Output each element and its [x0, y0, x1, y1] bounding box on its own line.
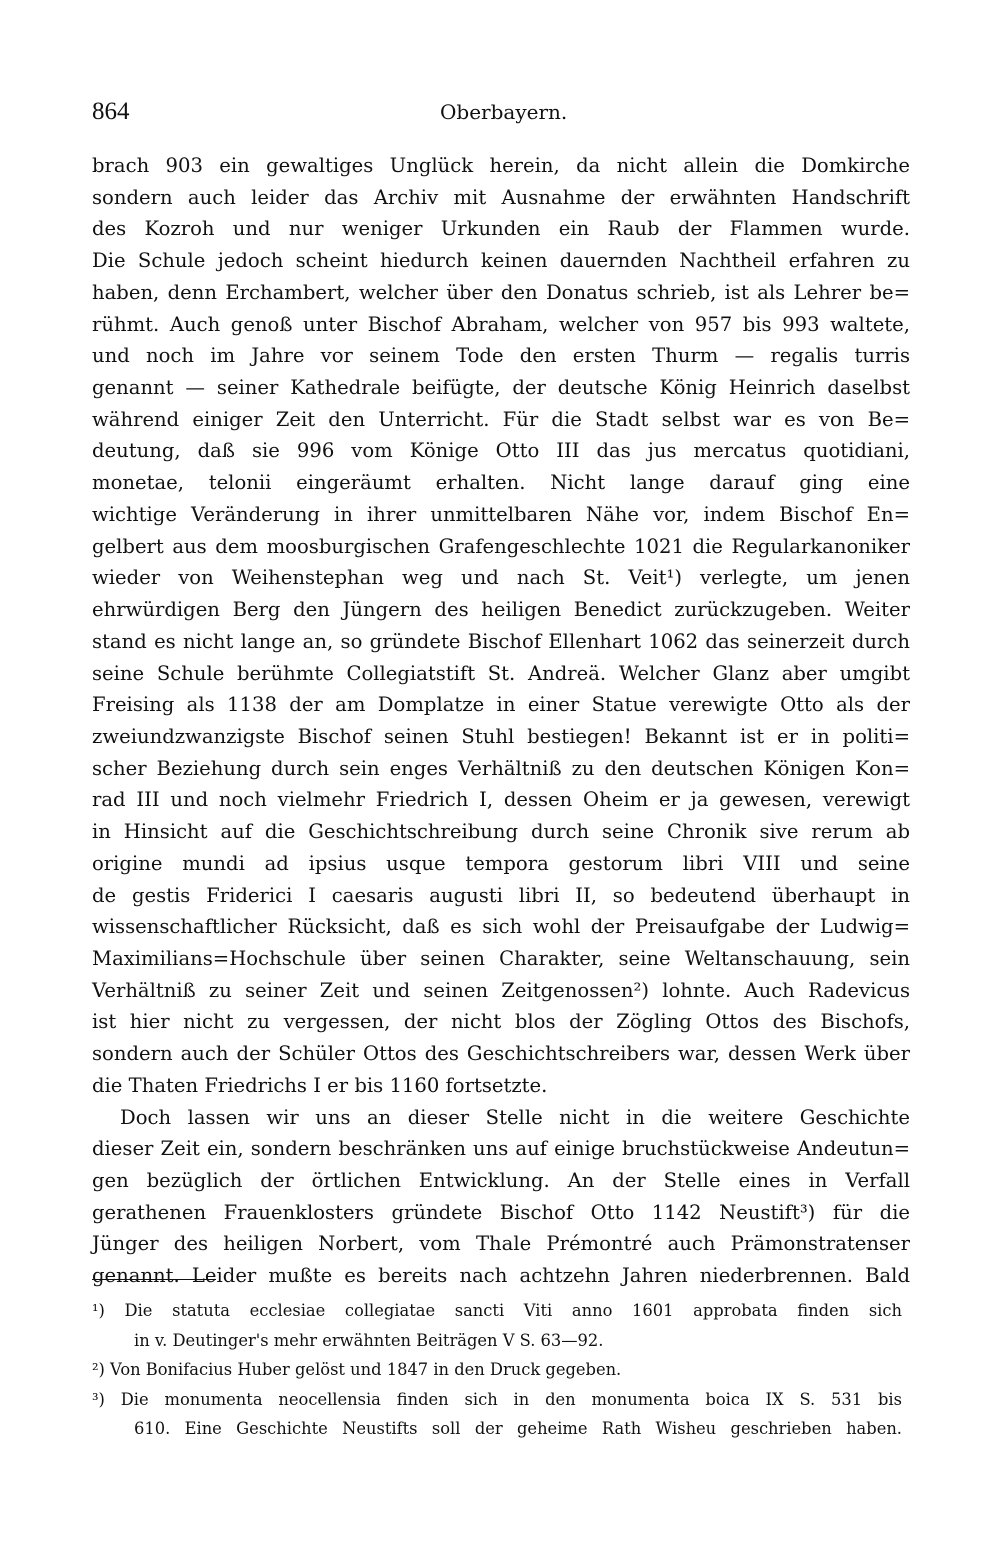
text-line: ehrwürdigen Berg den Jüngern des heiligen Benedict zurückzugeben. Weiter — [92, 598, 910, 622]
text-line: des Kozroh und nur weniger Urkunden ein Raub der Flammen wurde. — [92, 217, 910, 241]
footnote-line: 610. Eine Geschichte Neustifts soll der geheime Rath Wisheu geschrieben haben. — [134, 1419, 902, 1438]
text-line: Die Schule jedoch scheint hiedurch keinen dauernden Nachtheil erfahren zu — [92, 249, 910, 273]
text-line: Maximilians=Hochschule über seinen Charakter, seine Weltanschauung, sein — [92, 946, 910, 970]
text-line: rad III und noch vielmehr Friedrich I, dessen Oheim er ja gewesen, verewigt — [92, 788, 910, 812]
text-line: brach 903 ein gewaltiges Unglück herein, da nicht allein die Domkirche — [92, 154, 910, 177]
text-line: während einiger Zeit den Unterricht. Für die Stadt selbst war es von Be= — [92, 407, 910, 431]
text-line: dieser Zeit ein, sondern beschränken uns auf einige bruchstückweise Andeutun= — [92, 1137, 910, 1161]
text-line: Verhältniß zu seiner Zeit und seinen Zeitgenossen²) lohnte. Auch Radevicus — [92, 978, 910, 1002]
text-line: wieder von Weihenstephan weg und nach St. Veit¹) verlegte, um jenen — [92, 566, 910, 590]
text-line: monetae, telonii eingeräumt erhalten. Nicht lange darauf ging eine — [92, 471, 910, 495]
footnote-line: in v. Deutinger's mehr erwähnten Beiträgen V S. 63—92. — [134, 1330, 604, 1350]
text-line: gelbert aus dem moosburgischen Grafengeschlechte 1021 die Regularkanoniker — [92, 534, 910, 558]
text-line: die Thaten Friedrichs I er bis 1160 fortsetzte. — [92, 1073, 548, 1097]
body-text — [92, 150, 910, 1292]
text-line: Freising als 1138 der am Domplatze in einer Statue verewigte Otto als der — [92, 693, 910, 717]
text-line: gen bezüglich der örtlichen Entwicklung. An der Stelle eines in Verfall — [92, 1169, 910, 1192]
text-line: gerathenen Frauenklosters gründete Bischof Otto 1142 Neustift³) für die — [92, 1200, 910, 1224]
footnotes — [92, 1296, 902, 1444]
footnote-line: ¹) Die statuta ecclesiae collegiatae sancti Viti anno 1601 approbata finden sich — [92, 1301, 902, 1320]
text-line: Doch lassen wir uns an dieser Stelle nicht in die weitere Geschichte — [120, 1105, 910, 1129]
text-line: wichtige Veränderung in ihrer unmittelbaren Nähe vor, indem Bischof En= — [92, 502, 910, 526]
footnote-line: ²) Von Bonifacius Huber gelöst und 1847 in den Druck gegeben. — [92, 1360, 622, 1379]
text-line: deutung, daß sie 996 vom Könige Otto III das jus mercatus quotidiani, — [92, 439, 910, 463]
text-line: zweiundzwanzigste Bischof seinen Stuhl bestiegen! Bekannt ist er in politi= — [92, 724, 910, 748]
text-line: haben, denn Erchambert, welcher über den Donatus schrieb, ist als Lehrer be= — [92, 280, 910, 304]
text-line: ist hier nicht zu vergessen, der nicht blos der Zögling Ottos des Bischofs, — [92, 1010, 910, 1034]
text-line: sondern auch der Schüler Ottos des Geschichtschreibers war, dessen Werk über — [92, 1042, 910, 1066]
text-line: stand es nicht lange an, so gründete Bischof Ellenhart 1062 das seinerzeit durch — [92, 629, 910, 653]
text-line: Jünger des heiligen Norbert, vom Thale Prémontré auch Prämonstratenser — [92, 1232, 910, 1256]
text-line: rühmt. Auch genoß unter Bischof Abraham, welcher von 957 bis 993 waltete, — [92, 312, 910, 336]
text-line: in Hinsicht auf die Geschichtschreibung durch seine Chronik sive rerum ab — [92, 820, 910, 844]
running-title: Oberbayern. — [440, 100, 568, 124]
text-line: wissenschaftlicher Rücksicht, daß es sich wohl der Preisaufgabe der Ludwig= — [92, 915, 910, 939]
text-line: de gestis Friderici I caesaris augusti libri II, so bedeutend überhaupt in — [92, 883, 910, 907]
page-number: 864 — [92, 98, 130, 125]
text-line: und noch im Jahre vor seinem Tode den ersten Thurm — regalis turris — [92, 344, 910, 368]
text-line: sondern auch leider das Archiv mit Ausnahme der erwähnten Handschrift — [92, 185, 910, 209]
text-line: scher Beziehung durch sein enges Verhältniß zu den deutschen Königen Kon= — [92, 756, 910, 780]
text-line: genannt. Leider mußte es bereits nach achtzehn Jahren niederbrennen. Bald — [92, 1264, 910, 1288]
text-line: genannt — seiner Kathedrale beifügte, der deutsche König Heinrich daselbst — [92, 376, 910, 400]
footnote-line: ³) Die monumenta neocellensia finden sich in den monumenta boica IX S. 531 bis — [92, 1389, 902, 1409]
footnote-rule — [92, 1279, 216, 1280]
text-line: origine mundi ad ipsius usque tempora gestorum libri VIII und seine — [92, 851, 910, 875]
text-line: seine Schule berühmte Collegiatstift St. Andreä. Welcher Glanz aber umgibt — [92, 661, 910, 685]
